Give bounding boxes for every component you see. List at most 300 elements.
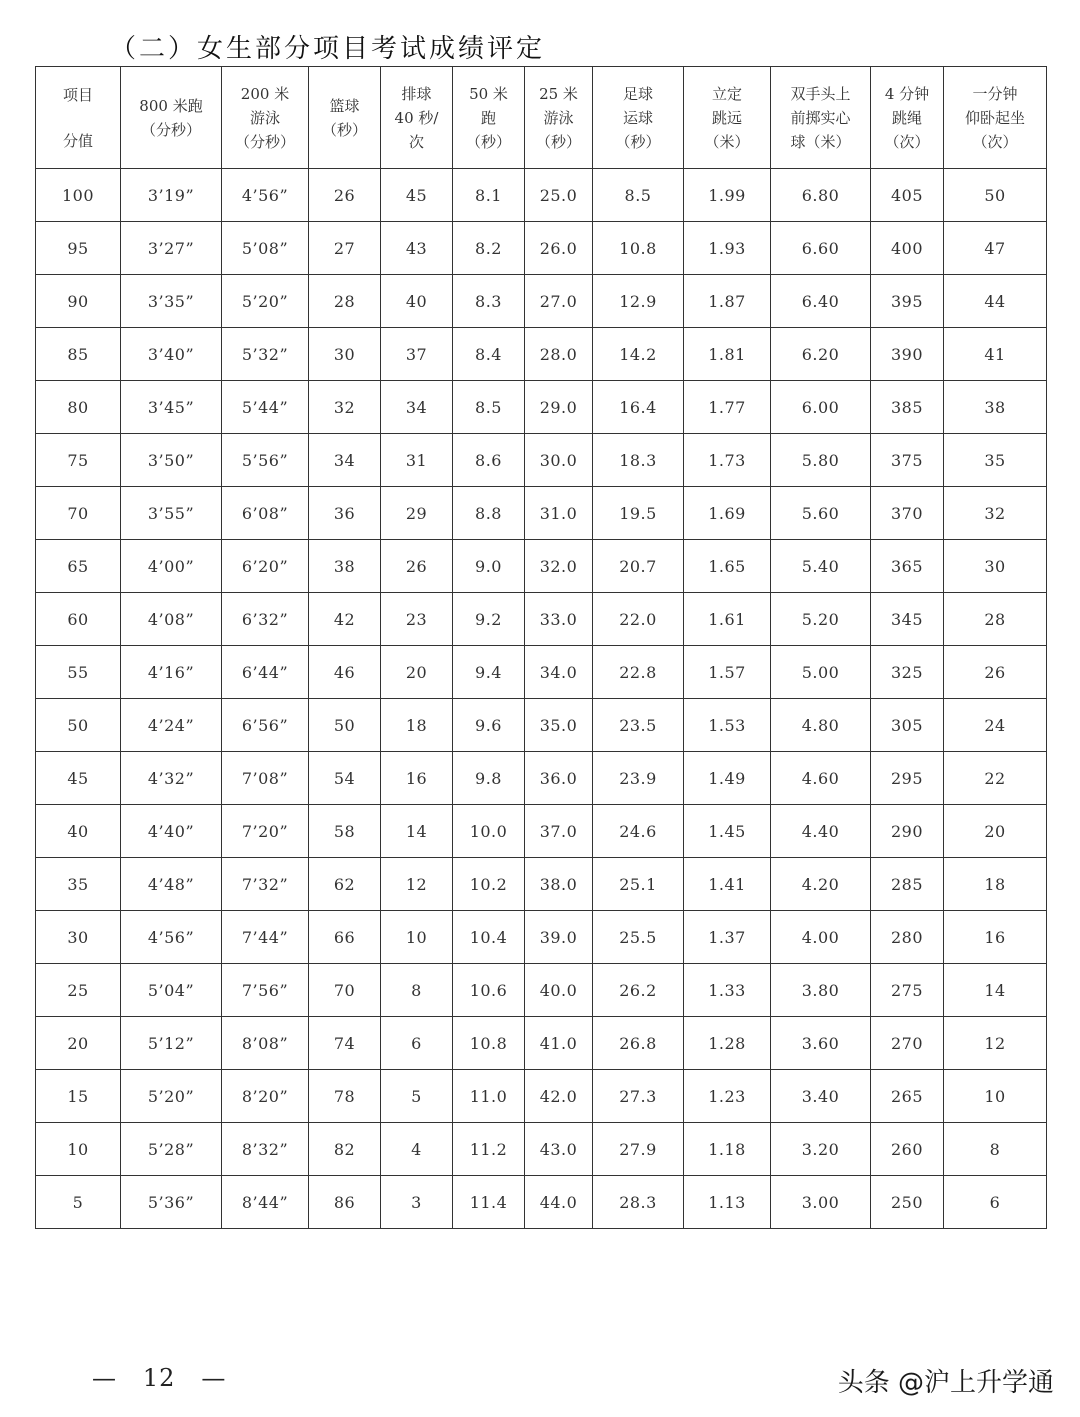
score-table <box>35 66 1047 1229</box>
table-cell: 16 <box>381 752 453 805</box>
table-cell: 8.6 <box>453 434 525 487</box>
table-cell: 385 <box>871 381 944 434</box>
table-row <box>36 275 1047 328</box>
table-cell: 28 <box>309 275 381 328</box>
score-cell: 95 <box>36 222 121 275</box>
header-line: 前掷实心 <box>790 108 851 127</box>
header-line: 4 分钟 <box>884 84 930 103</box>
table-cell: 1.93 <box>684 222 771 275</box>
table-cell: 54 <box>309 752 381 805</box>
table-cell: 1.73 <box>684 434 771 487</box>
col-header-sit-ups <box>944 67 1047 169</box>
table-cell: 14.2 <box>593 328 684 381</box>
table-cell: 1.77 <box>684 381 771 434</box>
table-cell: 5’20” <box>222 275 309 328</box>
table-cell: 34 <box>309 434 381 487</box>
score-cell: 5 <box>36 1176 121 1229</box>
table-cell: 34 <box>381 381 453 434</box>
table-cell: 4.40 <box>771 805 871 858</box>
header-line: 篮球 <box>329 96 360 115</box>
header-line: 200 米 <box>240 84 290 103</box>
table-cell: 1.65 <box>684 540 771 593</box>
table-cell: 27.3 <box>593 1070 684 1123</box>
table-cell: 1.37 <box>684 911 771 964</box>
table-cell: 8.5 <box>593 169 684 222</box>
table-cell: 38 <box>309 540 381 593</box>
table-cell: 265 <box>871 1070 944 1123</box>
table-cell: 35.0 <box>525 699 593 752</box>
header-line: 跑 <box>480 108 496 127</box>
header-line: 双手头上 <box>790 84 851 103</box>
table-cell: 38.0 <box>525 858 593 911</box>
table-cell: 44.0 <box>525 1176 593 1229</box>
header-line: （分秒） <box>234 132 295 151</box>
table-cell: 30 <box>309 328 381 381</box>
table-cell: 250 <box>871 1176 944 1229</box>
table-cell: 25.1 <box>593 858 684 911</box>
table-cell: 40.0 <box>525 964 593 1017</box>
table-row <box>36 487 1047 540</box>
table-cell: 32 <box>944 487 1047 540</box>
table-cell: 74 <box>309 1017 381 1070</box>
page-number: — 12 — <box>92 1364 227 1392</box>
table-cell: 20 <box>381 646 453 699</box>
table-cell: 34.0 <box>525 646 593 699</box>
header-line: （次） <box>972 132 1018 151</box>
table-cell: 3’19” <box>121 169 222 222</box>
table-cell: 30 <box>944 540 1047 593</box>
table-cell: 27.0 <box>525 275 593 328</box>
table-cell: 4.60 <box>771 752 871 805</box>
table-cell: 11.0 <box>453 1070 525 1123</box>
table-cell: 36.0 <box>525 752 593 805</box>
table-row <box>36 1070 1047 1123</box>
table-cell: 5’08” <box>222 222 309 275</box>
table-cell: 9.2 <box>453 593 525 646</box>
table-cell: 3.80 <box>771 964 871 1017</box>
header-line: （秒） <box>321 120 367 139</box>
table-cell: 1.99 <box>684 169 771 222</box>
table-cell: 1.13 <box>684 1176 771 1229</box>
table-cell: 42.0 <box>525 1070 593 1123</box>
table-cell: 32 <box>309 381 381 434</box>
score-cell: 75 <box>36 434 121 487</box>
header-line: 仰卧起坐 <box>964 108 1025 127</box>
table-cell: 6.80 <box>771 169 871 222</box>
table-cell: 1.49 <box>684 752 771 805</box>
table-cell: 8.5 <box>453 381 525 434</box>
table-row <box>36 1017 1047 1070</box>
table-cell: 10 <box>381 911 453 964</box>
table-cell: 6 <box>944 1176 1047 1229</box>
header-line: （分秒） <box>140 120 201 139</box>
table-cell: 375 <box>871 434 944 487</box>
table-cell: 23.9 <box>593 752 684 805</box>
col-header-jump-rope <box>871 67 944 169</box>
table-cell: 1.69 <box>684 487 771 540</box>
score-cell: 60 <box>36 593 121 646</box>
table-cell: 7’08” <box>222 752 309 805</box>
table-cell: 6.00 <box>771 381 871 434</box>
header-line: 球（米） <box>790 132 851 151</box>
table-row <box>36 434 1047 487</box>
table-cell: 58 <box>309 805 381 858</box>
score-cell: 65 <box>36 540 121 593</box>
table-cell: 1.53 <box>684 699 771 752</box>
table-cell: 28.0 <box>525 328 593 381</box>
table-row <box>36 646 1047 699</box>
header-row <box>36 67 1047 169</box>
table-cell: 50 <box>944 169 1047 222</box>
score-cell: 30 <box>36 911 121 964</box>
table-cell: 8’44” <box>222 1176 309 1229</box>
score-cell: 20 <box>36 1017 121 1070</box>
table-cell: 78 <box>309 1070 381 1123</box>
score-cell: 70 <box>36 487 121 540</box>
table-cell: 5’44” <box>222 381 309 434</box>
col-header-basketball <box>309 67 381 169</box>
score-cell: 45 <box>36 752 121 805</box>
table-cell: 3’50” <box>121 434 222 487</box>
table-cell: 18 <box>944 858 1047 911</box>
table-cell: 45 <box>381 169 453 222</box>
table-cell: 6.40 <box>771 275 871 328</box>
table-cell: 44 <box>944 275 1047 328</box>
table-cell: 22.0 <box>593 593 684 646</box>
table-cell: 5.60 <box>771 487 871 540</box>
header-line: 50 米 <box>469 84 508 103</box>
header-line: 800 米跑 <box>139 96 203 115</box>
table-cell: 8.3 <box>453 275 525 328</box>
table-row <box>36 964 1047 1017</box>
col-header-800m-run <box>121 67 222 169</box>
score-cell: 85 <box>36 328 121 381</box>
table-row <box>36 699 1047 752</box>
table-cell: 41 <box>944 328 1047 381</box>
header-line: （秒） <box>465 132 511 151</box>
corner-header <box>36 67 121 169</box>
col-header-200m-swim <box>222 67 309 169</box>
table-cell: 26 <box>944 646 1047 699</box>
table-cell: 290 <box>871 805 944 858</box>
score-cell: 100 <box>36 169 121 222</box>
table-cell: 345 <box>871 593 944 646</box>
table-cell: 12 <box>944 1017 1047 1070</box>
table-cell: 24.6 <box>593 805 684 858</box>
header-line: 25 米 <box>539 84 578 103</box>
table-cell: 3 <box>381 1176 453 1229</box>
table-cell: 32.0 <box>525 540 593 593</box>
table-cell: 3’27” <box>121 222 222 275</box>
table-cell: 38 <box>944 381 1047 434</box>
table-cell: 18.3 <box>593 434 684 487</box>
table-cell: 26 <box>309 169 381 222</box>
header-line: 40 秒/ <box>394 108 439 127</box>
table-cell: 10.8 <box>453 1017 525 1070</box>
table-cell: 35 <box>944 434 1047 487</box>
table-row <box>36 593 1047 646</box>
table-cell: 50 <box>309 699 381 752</box>
table-cell: 47 <box>944 222 1047 275</box>
col-header-25m-swim <box>525 67 593 169</box>
col-header-50m-run <box>453 67 525 169</box>
header-line: （秒） <box>535 132 581 151</box>
table-cell: 7’56” <box>222 964 309 1017</box>
table-cell: 9.4 <box>453 646 525 699</box>
table-cell: 25.5 <box>593 911 684 964</box>
table-cell: 9.8 <box>453 752 525 805</box>
table-cell: 22.8 <box>593 646 684 699</box>
table-cell: 20.7 <box>593 540 684 593</box>
score-cell: 15 <box>36 1070 121 1123</box>
table-cell: 4 <box>381 1123 453 1176</box>
col-header-volleyball <box>381 67 453 169</box>
table-cell: 1.45 <box>684 805 771 858</box>
table-cell: 3.40 <box>771 1070 871 1123</box>
table-cell: 3’45” <box>121 381 222 434</box>
table-cell: 31.0 <box>525 487 593 540</box>
table-cell: 26.0 <box>525 222 593 275</box>
table-cell: 37 <box>381 328 453 381</box>
table-cell: 23 <box>381 593 453 646</box>
table-cell: 12 <box>381 858 453 911</box>
table-cell: 86 <box>309 1176 381 1229</box>
table-row <box>36 328 1047 381</box>
table-cell: 5’32” <box>222 328 309 381</box>
table-cell: 7’44” <box>222 911 309 964</box>
header-line: 足球 <box>622 84 653 103</box>
table-cell: 10.6 <box>453 964 525 1017</box>
table-cell: 43.0 <box>525 1123 593 1176</box>
table-cell: 28.3 <box>593 1176 684 1229</box>
table-cell: 16 <box>944 911 1047 964</box>
score-cell: 55 <box>36 646 121 699</box>
page-title: （二）女生部分项目考试成绩评定 <box>110 34 546 64</box>
table-cell: 10.4 <box>453 911 525 964</box>
table-row <box>36 752 1047 805</box>
table-cell: 5.20 <box>771 593 871 646</box>
table-cell: 3’55” <box>121 487 222 540</box>
table-cell: 5’12” <box>121 1017 222 1070</box>
table-cell: 260 <box>871 1123 944 1176</box>
table-cell: 10.8 <box>593 222 684 275</box>
table-cell: 66 <box>309 911 381 964</box>
table-cell: 400 <box>871 222 944 275</box>
table-cell: 370 <box>871 487 944 540</box>
table-cell: 30.0 <box>525 434 593 487</box>
table-cell: 3.00 <box>771 1176 871 1229</box>
corner-label-item: 项目 <box>62 85 93 104</box>
table-cell: 405 <box>871 169 944 222</box>
table-cell: 7’20” <box>222 805 309 858</box>
table-cell: 8 <box>944 1123 1047 1176</box>
score-cell: 40 <box>36 805 121 858</box>
table-cell: 1.28 <box>684 1017 771 1070</box>
table-cell: 3’35” <box>121 275 222 328</box>
table-cell: 295 <box>871 752 944 805</box>
header-line: 跳绳 <box>891 108 922 127</box>
header-line: （次） <box>884 132 930 151</box>
table-row <box>36 381 1047 434</box>
table-cell: 10.2 <box>453 858 525 911</box>
table-cell: 70 <box>309 964 381 1017</box>
table-row <box>36 1123 1047 1176</box>
table-cell: 22 <box>944 752 1047 805</box>
table-cell: 9.0 <box>453 540 525 593</box>
table-cell: 6 <box>381 1017 453 1070</box>
table-cell: 40 <box>381 275 453 328</box>
table-row <box>36 540 1047 593</box>
table-cell: 1.57 <box>684 646 771 699</box>
score-cell: 10 <box>36 1123 121 1176</box>
header-line: 次 <box>408 132 424 151</box>
table-cell: 5.40 <box>771 540 871 593</box>
header-line: 排球 <box>401 84 432 103</box>
table-row <box>36 858 1047 911</box>
table-body <box>36 169 1047 1229</box>
table-cell: 8’20” <box>222 1070 309 1123</box>
table-cell: 7’32” <box>222 858 309 911</box>
table-cell: 1.61 <box>684 593 771 646</box>
table-cell: 4’56” <box>222 169 309 222</box>
table-cell: 8’08” <box>222 1017 309 1070</box>
table-cell: 4’56” <box>121 911 222 964</box>
table-cell: 8.8 <box>453 487 525 540</box>
table-cell: 5 <box>381 1070 453 1123</box>
table-cell: 11.4 <box>453 1176 525 1229</box>
table-cell: 18 <box>381 699 453 752</box>
table-cell: 4.80 <box>771 699 871 752</box>
table-cell: 6’20” <box>222 540 309 593</box>
header-line: 立定 <box>711 84 742 103</box>
table-cell: 24 <box>944 699 1047 752</box>
table-cell: 6’44” <box>222 646 309 699</box>
table-cell: 305 <box>871 699 944 752</box>
table-cell: 5’28” <box>121 1123 222 1176</box>
table-cell: 4.00 <box>771 911 871 964</box>
table-cell: 37.0 <box>525 805 593 858</box>
table-cell: 3.20 <box>771 1123 871 1176</box>
table-cell: 36 <box>309 487 381 540</box>
header-line: 运球 <box>622 108 653 127</box>
table-cell: 270 <box>871 1017 944 1070</box>
table-cell: 43 <box>381 222 453 275</box>
table-cell: 8.1 <box>453 169 525 222</box>
score-cell: 50 <box>36 699 121 752</box>
table-row <box>36 1176 1047 1229</box>
header-line: （秒） <box>615 132 661 151</box>
table-cell: 280 <box>871 911 944 964</box>
table-cell: 29 <box>381 487 453 540</box>
table-cell: 1.87 <box>684 275 771 328</box>
table-cell: 28 <box>944 593 1047 646</box>
table-cell: 33.0 <box>525 593 593 646</box>
table-cell: 27 <box>309 222 381 275</box>
table-cell: 12.9 <box>593 275 684 328</box>
table-cell: 325 <box>871 646 944 699</box>
table-cell: 11.2 <box>453 1123 525 1176</box>
table-cell: 46 <box>309 646 381 699</box>
table-row <box>36 805 1047 858</box>
table-cell: 8.4 <box>453 328 525 381</box>
table-cell: 23.5 <box>593 699 684 752</box>
table-cell: 8 <box>381 964 453 1017</box>
table-cell: 5’20” <box>121 1070 222 1123</box>
table-cell: 4’32” <box>121 752 222 805</box>
table-cell: 5’04” <box>121 964 222 1017</box>
table-cell: 285 <box>871 858 944 911</box>
table-cell: 3’40” <box>121 328 222 381</box>
table-cell: 10.0 <box>453 805 525 858</box>
table-cell: 39.0 <box>525 911 593 964</box>
table-cell: 42 <box>309 593 381 646</box>
score-cell: 90 <box>36 275 121 328</box>
table-row <box>36 222 1047 275</box>
table-cell: 365 <box>871 540 944 593</box>
table-cell: 395 <box>871 275 944 328</box>
table-cell: 26 <box>381 540 453 593</box>
col-header-standing-long-jump <box>684 67 771 169</box>
table-cell: 6.20 <box>771 328 871 381</box>
header-line: 一分钟 <box>972 84 1018 103</box>
header-line: 跳远 <box>711 108 742 127</box>
table-cell: 6.60 <box>771 222 871 275</box>
header-line: （米） <box>704 132 750 151</box>
corner-label-score: 分值 <box>62 131 93 150</box>
table-cell: 9.6 <box>453 699 525 752</box>
table-cell: 5’36” <box>121 1176 222 1229</box>
table-cell: 26.8 <box>593 1017 684 1070</box>
score-cell: 80 <box>36 381 121 434</box>
table-cell: 1.18 <box>684 1123 771 1176</box>
table-cell: 14 <box>381 805 453 858</box>
table-cell: 10 <box>944 1070 1047 1123</box>
table-cell: 3.60 <box>771 1017 871 1070</box>
table-cell: 4’16” <box>121 646 222 699</box>
col-header-football-dribble <box>593 67 684 169</box>
table-cell: 6’56” <box>222 699 309 752</box>
table-cell: 4.20 <box>771 858 871 911</box>
table-cell: 5’56” <box>222 434 309 487</box>
table-cell: 16.4 <box>593 381 684 434</box>
table-cell: 26.2 <box>593 964 684 1017</box>
table-cell: 5.00 <box>771 646 871 699</box>
header-line: 游泳 <box>249 108 280 127</box>
table-cell: 1.33 <box>684 964 771 1017</box>
table-cell: 1.41 <box>684 858 771 911</box>
table-cell: 275 <box>871 964 944 1017</box>
table-cell: 19.5 <box>593 487 684 540</box>
table-cell: 31 <box>381 434 453 487</box>
score-cell: 25 <box>36 964 121 1017</box>
table-cell: 62 <box>309 858 381 911</box>
table-cell: 6’08” <box>222 487 309 540</box>
table-cell: 8.2 <box>453 222 525 275</box>
col-header-medicine-ball <box>771 67 871 169</box>
table-cell: 1.81 <box>684 328 771 381</box>
table-cell: 82 <box>309 1123 381 1176</box>
table-cell: 390 <box>871 328 944 381</box>
table-cell: 29.0 <box>525 381 593 434</box>
table-cell: 4’00” <box>121 540 222 593</box>
header-line: 游泳 <box>543 108 574 127</box>
table-cell: 6’32” <box>222 593 309 646</box>
table-cell: 8’32” <box>222 1123 309 1176</box>
watermark: 头条 @沪上升学通 <box>837 1368 1054 1398</box>
score-cell: 35 <box>36 858 121 911</box>
table-cell: 20 <box>944 805 1047 858</box>
table-cell: 14 <box>944 964 1047 1017</box>
